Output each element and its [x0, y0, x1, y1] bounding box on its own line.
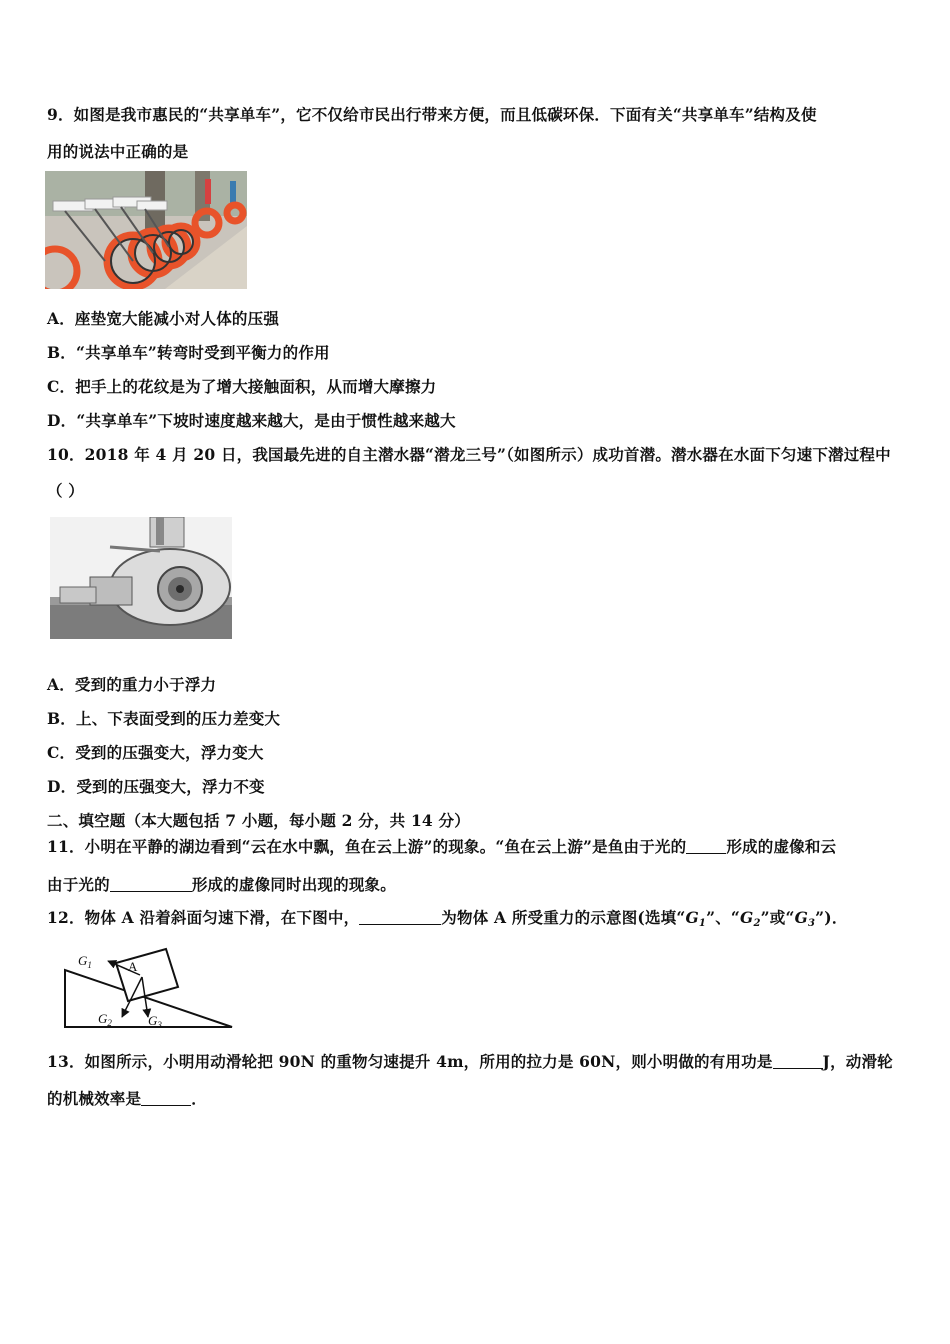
q11-text-1b: 形成的虚像和云 [726, 837, 837, 856]
q12-sep1: ”、“ [706, 908, 741, 927]
q12-sep2: ”或“ [760, 908, 795, 927]
q13-blank-2[interactable] [141, 1090, 191, 1106]
block-a [116, 949, 178, 1001]
q10-option-d: D．受到的压强变大，浮力不变 [47, 777, 265, 796]
q12-g2-sub: 2 [753, 918, 761, 929]
label-g2: $G_2$ [98, 1011, 112, 1028]
q12-text-b: 为物体 A 所受重力的示意图(选填“ [441, 908, 686, 927]
q12-g1: G [685, 908, 699, 927]
label-g3: $G_3$ [148, 1013, 162, 1030]
incline-diagram [58, 945, 238, 1031]
q10-option-a: A．受到的重力小于浮力 [47, 675, 217, 694]
q11-stem-line2 [47, 873, 396, 895]
q11-blank-2[interactable] [110, 876, 192, 892]
q9-option-b: B．“共享单车”转弯时受到平衡力的作用 [47, 343, 330, 362]
label-g1: $G_1$ [78, 953, 92, 970]
q13-text-1a: 13．如图所示，小明用动滑轮把 90N 的重物匀速提升 4m，所用的拉力是 60N，则小明做的有用功是 [47, 1052, 773, 1071]
q11-stem-line1 [47, 835, 836, 857]
q12-end: ”)． [815, 908, 848, 927]
q12-g3-sub: 3 [808, 918, 816, 929]
submersible-photo [50, 517, 232, 639]
q11-text-1a: 11．小明在平静的湖边看到“云在水中飘，鱼在云上游”的现象。“鱼在云上游”是鱼由于光的 [47, 837, 687, 856]
q9-option-a: A．座垫宽大能减小对人体的压强 [47, 309, 280, 328]
q13-stem-line1 [47, 1050, 893, 1072]
q9-stem-line1: 9．如图是我市惠民的“共享单车”，它不仅给市民出行带来方便，而且低碳环保．下面有关“共享单车”结构及使 [47, 105, 817, 124]
q9-option-c: C．把手上的花纹是为了增大接触面积，从而增大摩擦力 [47, 377, 437, 396]
q13-blank-1[interactable] [773, 1053, 823, 1069]
q12-g3: G [794, 908, 808, 927]
q11-blank-1[interactable] [686, 838, 726, 854]
q12-stem [47, 906, 848, 929]
q13-text-2b: ． [191, 1089, 207, 1108]
q9-stem-line2: 用的说法中正确的是 [47, 142, 189, 161]
q10-option-b: B．上、下表面受到的压力差变大 [47, 709, 281, 728]
q10-option-c: C．受到的压强变大，浮力变大 [47, 743, 264, 762]
q11-text-2a: 由于光的 [47, 875, 110, 894]
section-title: 二、填空题（本大题包括 7 小题，每小题 2 分，共 14 分） [47, 811, 470, 830]
q13-text-2a: 的机械效率是 [47, 1089, 142, 1108]
q10-stem-line2: （ ） [47, 481, 84, 500]
q10-stem-line1: 10．2018 年 4 月 20 日，我国最先进的自主潜水器“潜龙三号”（如图所示）成功首潜。潜水器在水面下匀速下潜过程中 [47, 445, 891, 464]
q9-option-d: D．“共享单车”下坡时速度越来越大，是由于惯性越来越大 [47, 411, 456, 430]
q12-text-a: 12．物体 A 沿着斜面匀速下滑，在下图中， [47, 908, 360, 927]
q13-stem-line2 [47, 1087, 207, 1109]
label-a: A [128, 959, 138, 974]
q11-text-2b: 形成的虚像同时出现的现象。 [191, 875, 396, 894]
q12-g2: G [740, 908, 754, 927]
shared-bike-photo [45, 171, 247, 289]
q12-blank[interactable] [359, 909, 441, 925]
q12-g1-sub: 1 [698, 918, 707, 929]
q13-text-1b: J，动滑轮 [822, 1052, 893, 1071]
